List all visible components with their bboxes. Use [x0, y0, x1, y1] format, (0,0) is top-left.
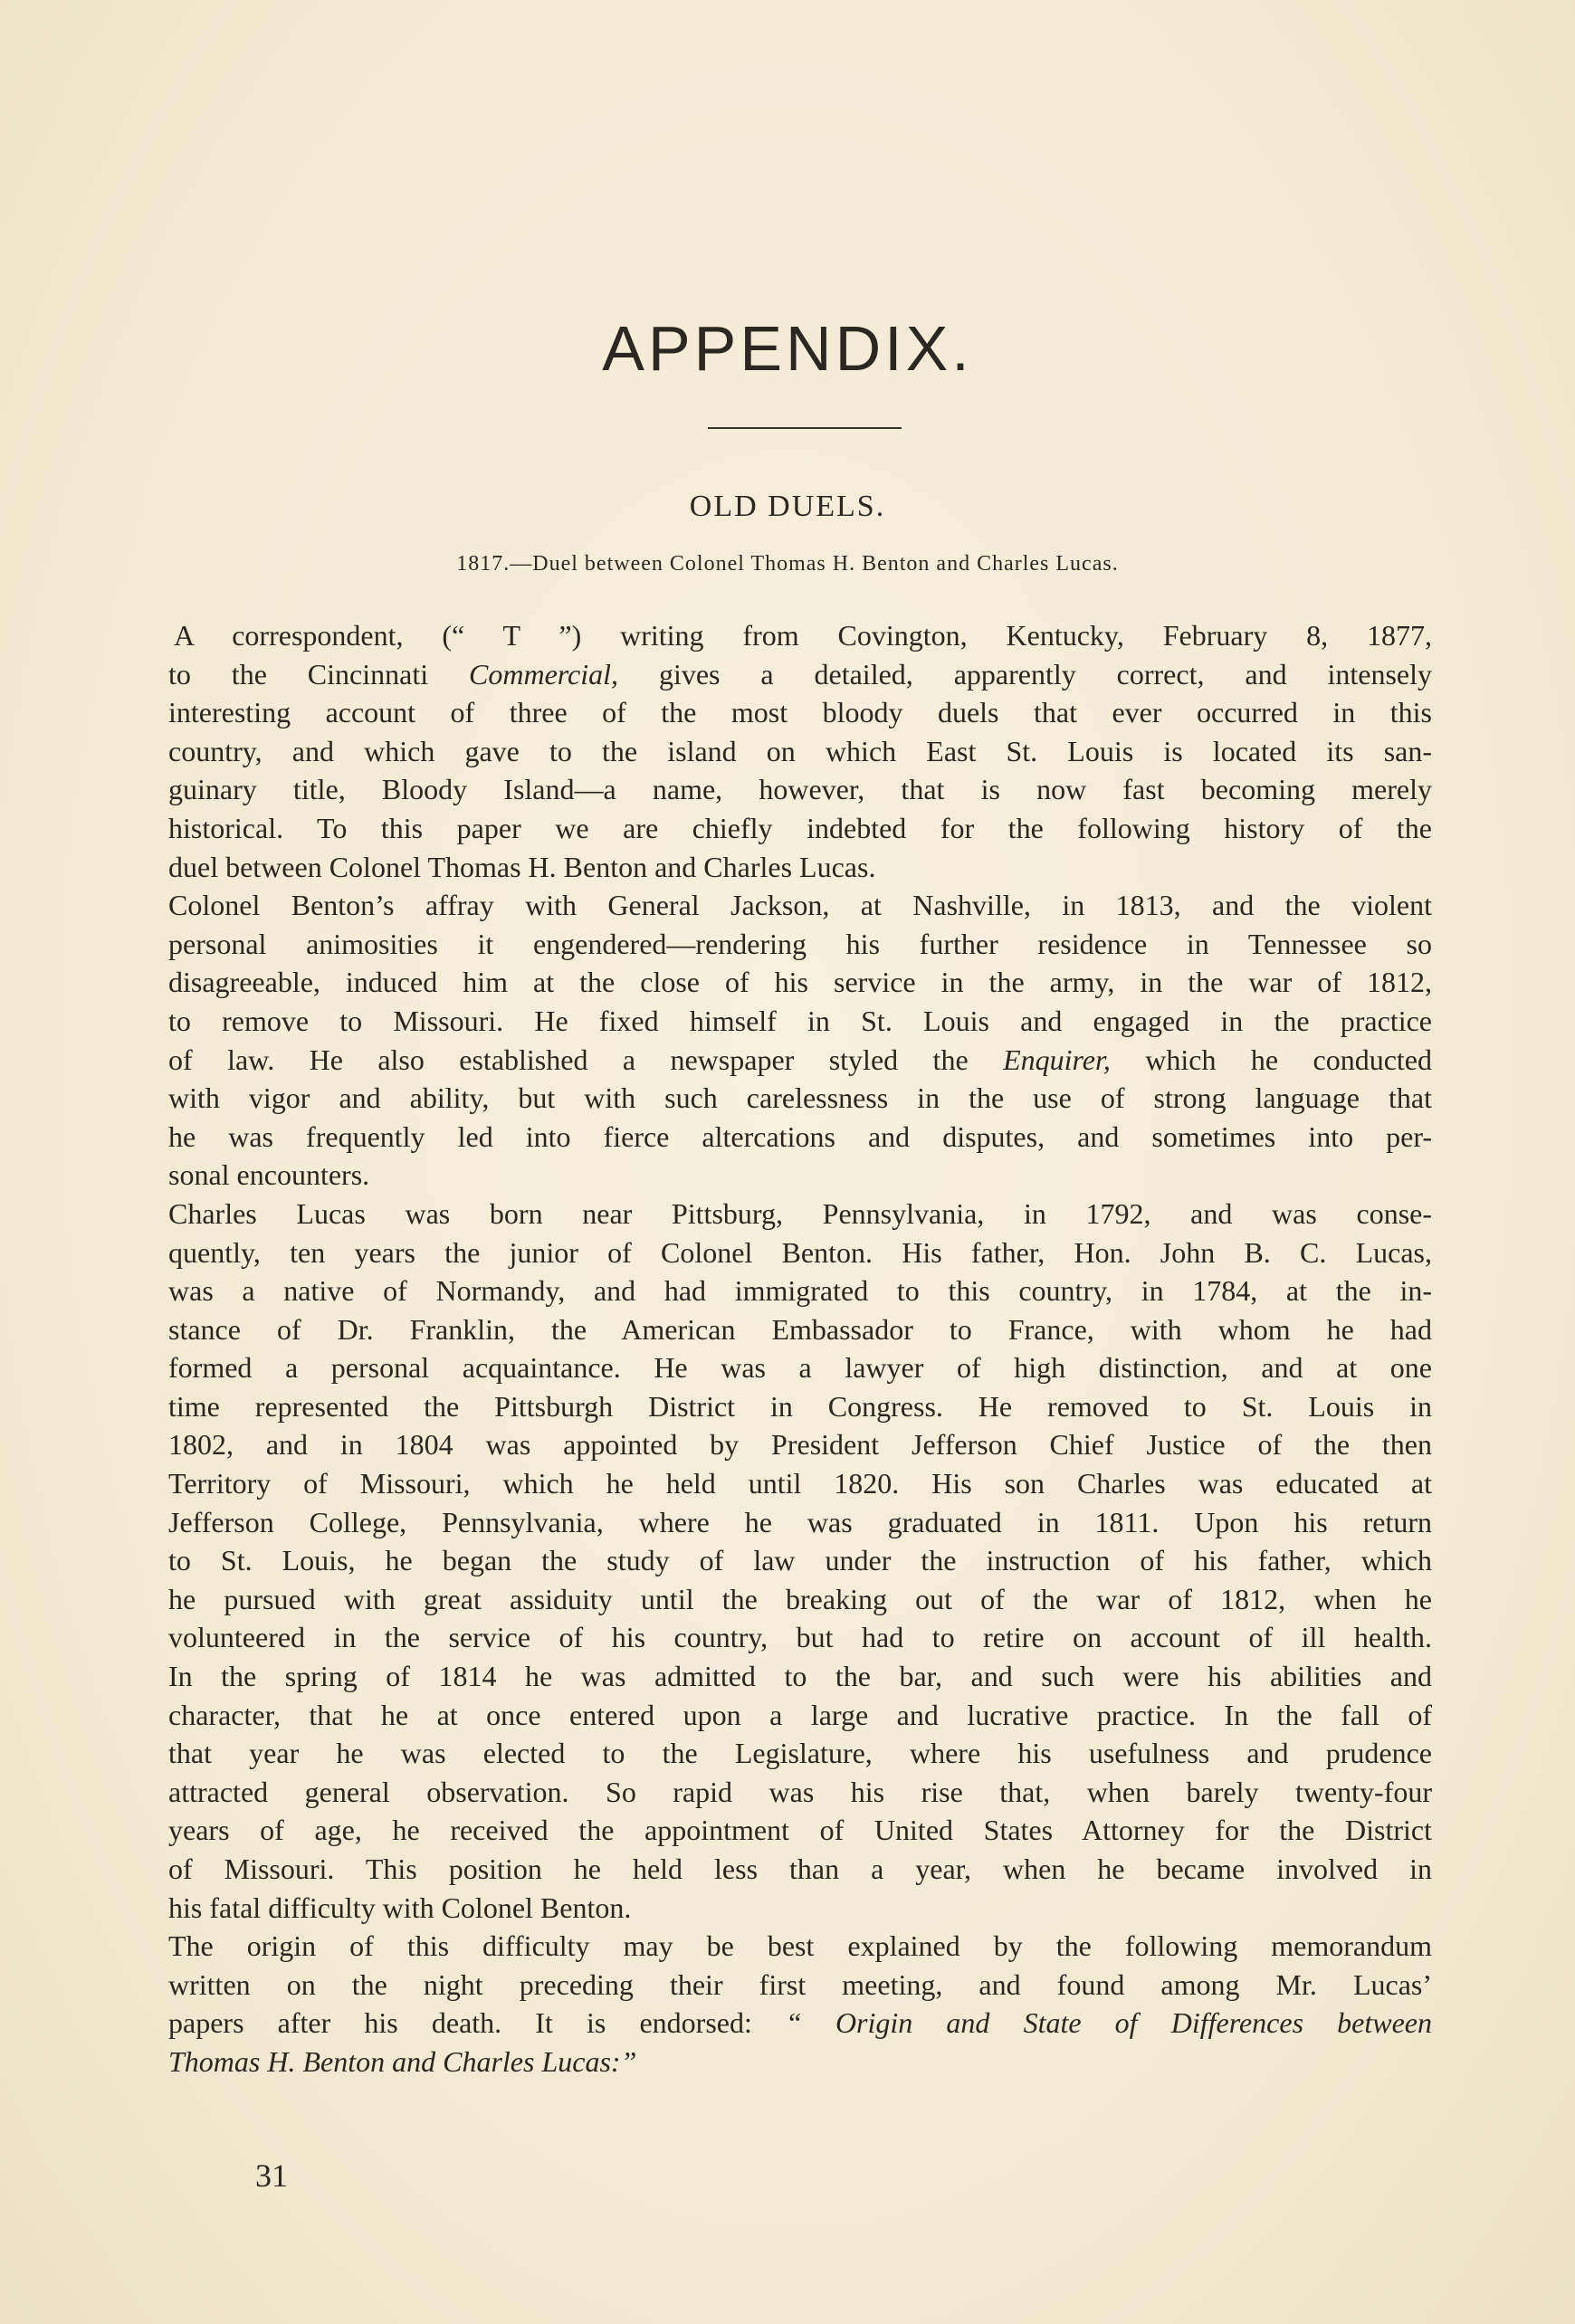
text-line: he pursued with great assiduity until the breaking out of the war of 1812, when he: [168, 1582, 1432, 1615]
text-line: character, that he at once entered upon a large and lucrative practice. In the fall of: [168, 1698, 1432, 1731]
text-line: to St. Louis, he began the study of law under the instruction of his father, which: [168, 1544, 1432, 1577]
text-line: The origin of this difficulty may be best explained by the following memorandum: [168, 1929, 1432, 1963]
text-line: country, and which gave to the island on which East St. Louis is located its san-: [168, 734, 1432, 767]
text-line: papers after his death. It is endorsed: “ Origin and State of Differences between: [168, 2006, 1433, 2040]
endorsement-title: “ Origin and State of Differences between: [786, 2006, 1433, 2040]
page-number: 31: [255, 2157, 288, 2194]
body-text: [168, 616, 1432, 2081]
endorsement-title: Thomas H. Benton and Charles Lucas:”: [168, 2044, 637, 2078]
text-line: stance of Dr. Franklin, the American Embassador to France, with whom he had: [168, 1312, 1432, 1346]
text-line: Jefferson College, Pennsylvania, where he was graduated in 1811. Upon his return: [168, 1505, 1432, 1538]
title-rule: [708, 427, 902, 429]
newspaper-name: Commercial,: [469, 657, 619, 691]
text-line: written on the night preceding their first meeting, and found among Mr. Lucas’: [168, 1967, 1432, 2001]
text-line: duel between Colonel Thomas H. Benton and Charles Lucas.: [168, 850, 876, 883]
text-line: with vigor and ability, but with such carelessness in the use of strong language that: [168, 1081, 1432, 1115]
text-line: Colonel Benton’s affray with General Jackson, at Nashville, in 1813, and the violent: [168, 889, 1432, 922]
text-line: quently, ten years the junior of Colonel Benton. His father, Hon. John B. C. Lucas,: [168, 1235, 1432, 1269]
text-line: attracted general observation. So rapid was his rise that, when barely twenty-four: [168, 1775, 1432, 1808]
text-line: interesting account of three of the most bloody duels that ever occurred in this: [168, 696, 1432, 729]
text-line: to remove to Missouri. He fixed himself in St. Louis and engaged in the practice: [168, 1004, 1432, 1037]
text-line: to the Cincinnati Commercial, gives a detailed, apparently correct, and intensely: [168, 657, 1432, 691]
text-line: time represented the Pittsburgh District in Congress. He removed to St. Louis in: [168, 1389, 1432, 1423]
page-title: APPENDIX.: [602, 313, 973, 384]
text-line: his fatal difficulty with Colonel Benton.: [168, 1891, 632, 1924]
text-line: years of age, he received the appointment of United States Attorney for the District: [168, 1814, 1432, 1847]
duel-subheading: 1817.—Duel between Colonel Thomas H. Benton and Charles Lucas.: [456, 552, 1119, 576]
text-line: guinary title, Bloody Island—a name, however, that is now fast becoming merely: [168, 773, 1432, 806]
text-line: that year he was elected to the Legislature, where his usefulness and prudence: [168, 1737, 1432, 1770]
text-line: of Missouri. This position he held less than a year, when he became involved in: [168, 1853, 1432, 1885]
text-line: was a native of Normandy, and had immigrated to this country, in 1784, at the in-: [168, 1274, 1432, 1308]
text-line: formed a personal acquaintance. He was a lawyer of high distinction, and at one: [168, 1351, 1432, 1385]
newspaper-name: Enquirer,: [1003, 1043, 1111, 1076]
text-line: Territory of Missouri, which he held until 1820. His son Charles was educated at: [168, 1467, 1432, 1500]
text-line: personal animosities it engendered—rendering his further residence in Tennessee so: [168, 927, 1432, 960]
text-line: sonal encounters.: [168, 1158, 370, 1192]
text-line: Charles Lucas was born near Pittsburg, Pennsylvania, in 1792, and was conse-: [168, 1196, 1432, 1230]
text-line: A correspondent, (“ T ”) writing from Covington, Kentucky, February 8, 1877,: [174, 619, 1432, 652]
text-line: he was frequently led into fierce altercations and disputes, and sometimes into per-: [168, 1119, 1432, 1153]
text-line: of law. He also established a newspaper styled the Enquirer, which he conducted: [168, 1043, 1433, 1076]
section-title: OLD DUELS.: [689, 490, 886, 523]
text-line: [168, 2043, 1432, 2081]
text-line: volunteered in the service of his country, but had to retire on account of ill health.: [168, 1621, 1432, 1654]
text-line: historical. To this paper we are chiefly indebted for the following history of the: [168, 811, 1432, 844]
text-line: In the spring of 1814 he was admitted to the bar, and such were his abilities and: [168, 1660, 1432, 1693]
text-line: disagreeable, induced him at the close of his service in the army, in the war of 1812,: [168, 966, 1432, 999]
text-line: 1802, and in 1804 was appointed by President Jefferson Chief Justice of the then: [168, 1428, 1432, 1462]
